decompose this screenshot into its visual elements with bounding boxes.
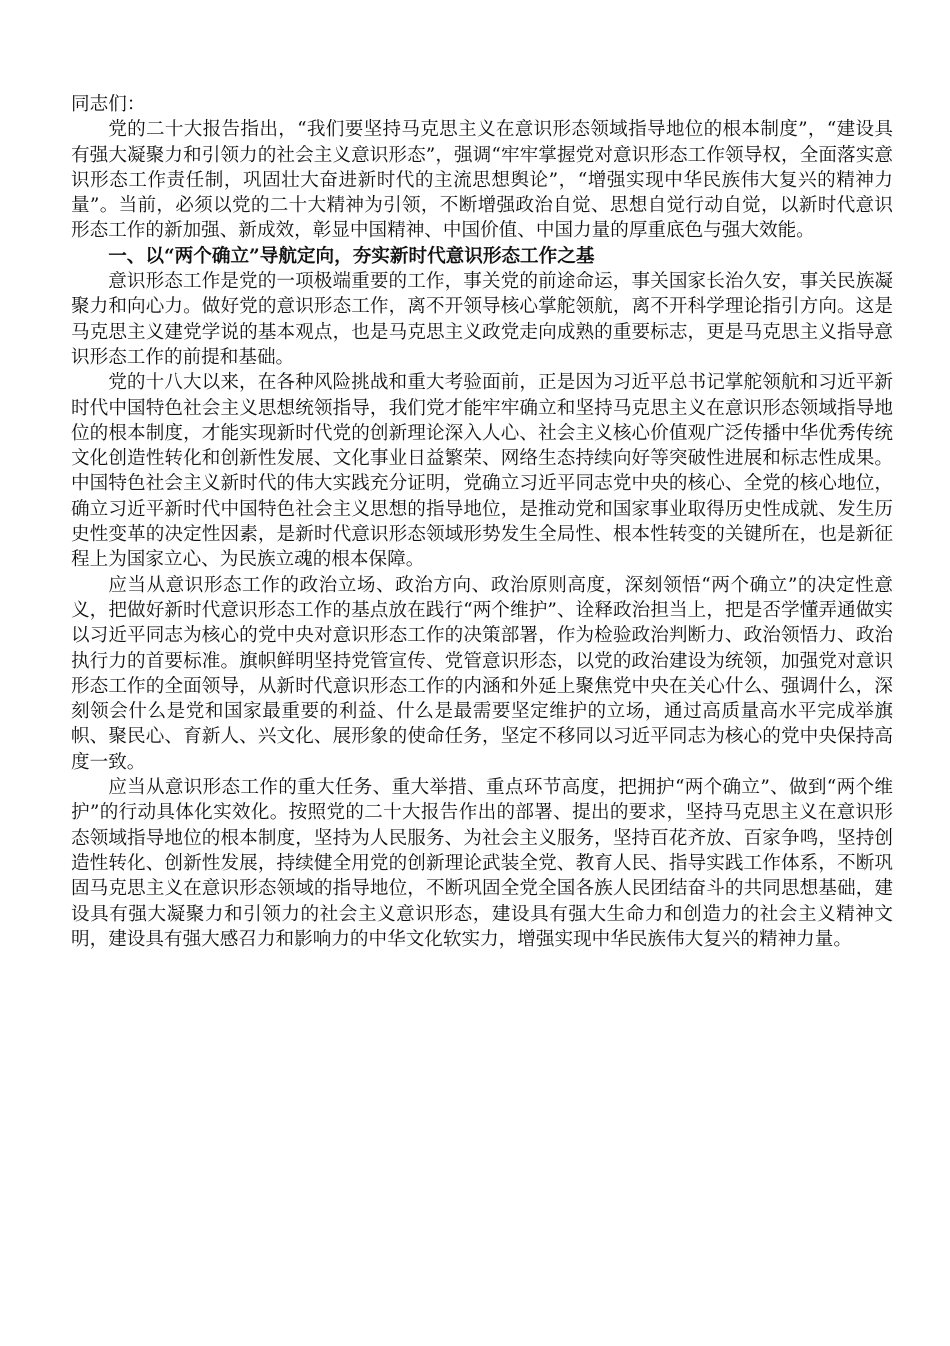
section-heading: 一、以“两个确立”导航定向，夯实新时代意识形态工作之基: [108, 245, 595, 267]
body-paragraph: 应当从意识形态工作的重大任务、重大举措、重点环节高度，把拥护“两个确立”、做到“两个维护”的行动具体化实效化。按照党的二十大报告作出的部署、提出的要求，坚持马克思主义在意识形态领域指导地位的根本制度，坚持为人民服务、为社会主义服务，坚持百花齐放、百家争鸣，坚持创造性转化、创新性发展，持续健全用党的创新理论武装全党、教育人民、指导实践工作体系，不断巩固马克思主义在意识形态领域的指导地位，不断巩固全党全国各族人民团结奋斗的共同思想基础，建设具有强大凝聚力和引领力的社会主义意识形态，建设具有强大生命力和创造力的社会主义精神文明，建设具有强大感召力和影响力的中华文化软实力，增强实现中华民族伟大复兴的精神力量。: [71, 777, 893, 950]
body-paragraph: 应当从意识形态工作的政治立场、政治方向、政治原则高度，深刻领悟“两个确立”的决定性意义，把做好新时代意识形态工作的基点放在践行“两个维护”、诠释政治担当上，把是否学懂弄通做实以习近平同志为核心的党中央对意识形态工作的决策部署，作为检验政治判断力、政治领悟力、政治执行力的首要标准。旗帜鲜明坚持党管宣传、党管意识形态，以党的政治建设为统领，加强党对意识形态工作的全面领导，从新时代意识形态工作的内涵和外延上聚焦党中央在关心什么、强调什么，深刻领会什么是党和国家最重要的利益、什么是最需要坚定维护的立场，通过高质量高水平完成举旗帜、聚民心、育新人、兴文化、展形象的使命任务，坚定不移同以习近平同志为核心的党中央保持高度一致。: [71, 574, 893, 773]
salutation: 同志们：: [71, 94, 146, 115]
body-paragraph: 党的十八大以来，在各种风险挑战和重大考验面前，正是因为习近平总书记掌舵领航和习近平新时代中国特色社会主义思想统领指导，我们党才能牢牢确立和坚持马克思主义在意识形态领域指导地位的根本制度，才能实现新时代党的创新理论深入人心、社会主义核心价值观广泛传播中华优秀传统文化创造性转化和创新性发展、文化事业日益繁荣、网络生态持续向好等突破性进展和标志性成果。中国特色社会主义新时代的伟大实践充分证明，党确立习近平同志党中央的核心、全党的核心地位，确立习近平新时代中国特色社会主义思想的指导地位，是推动党和国家事业取得历史性成就、发生历史性变革的决定性因素，是新时代意识形态领域形势发生全局性、根本性转变的关键所在，也是新征程上为国家立心、为民族立魂的根本保障。: [71, 372, 893, 571]
body-paragraph: 意识形态工作是党的一项极端重要的工作，事关党的前途命运，事关国家长治久安，事关民族凝聚力和向心力。做好党的意识形态工作，离不开领导核心掌舵领航，离不开科学理论指引方向。这是马克思主义建党学说的基本观点，也是马克思主义政党走向成熟的重要标志，更是马克思主义指导意识形态工作的前提和基础。: [71, 271, 893, 368]
document-body: [71, 92, 893, 952]
intro-paragraph: 党的二十大报告指出，“我们要坚持马克思主义在意识形态领域指导地位的根本制度”，“建设具有强大凝聚力和引领力的社会主义意识形态”，强调“牢牢掌握党对意识形态工作领导权，全面落实意识形态工作责任制，巩固壮大奋进新时代的主流思想舆论”，“增强实现中华民族伟大复兴的精神力量”。当前，必须以党的二十大精神为引领，不断增强政治自觉、思想自觉行动自觉，以新时代意识形态工作的新加强、新成效，彰显中国精神、中国价值、中国力量的厚重底色与强大效能。: [71, 119, 893, 242]
